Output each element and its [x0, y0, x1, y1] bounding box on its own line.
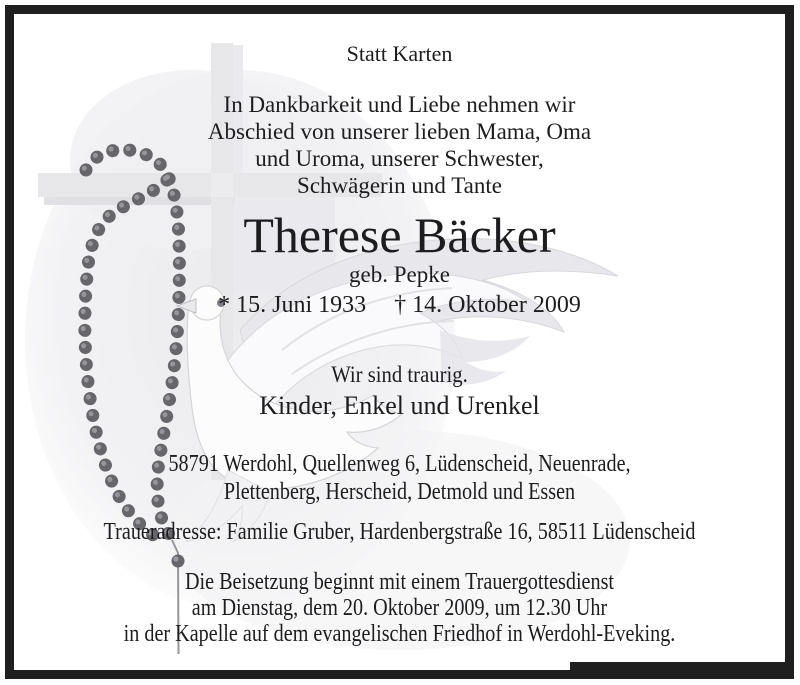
maiden-name: geb. Pepke	[349, 262, 450, 287]
birth-date: * 15. Juni 1933	[218, 292, 367, 318]
contact-line: Traueradresse: Familie Gruber, Hardenbergstraße 16, 58511 Lüdenscheid	[103, 519, 696, 545]
intro-line: und Uroma, unserer Schwester,	[255, 146, 544, 171]
places-line: Plettenberg, Herscheid, Detmold und Essen	[223, 479, 576, 505]
pre-header: Statt Karten	[346, 41, 453, 66]
deceased-name: Therese Bäcker	[243, 207, 556, 263]
intro-line: In Dankbarkeit und Liebe nehmen wir	[223, 92, 576, 117]
life-dates	[14, 292, 785, 319]
mourners-line: Kinder, Enkel und Urenkel	[259, 391, 540, 420]
intro-line: Schwägerin und Tante	[297, 173, 502, 198]
notice-border-step	[570, 662, 785, 671]
funeral-line: Die Beisetzung beginnt mit einem Trauergottesdienst	[184, 569, 615, 595]
death-date: † 14. Oktober 2009	[394, 292, 581, 318]
funeral-line: am Dienstag, dem 20. Oktober 2009, um 12.30 Uhr	[191, 595, 608, 621]
grief-line: Wir sind traurig.	[331, 362, 468, 387]
funeral-line: in der Kapelle auf dem evangelischen Friedhof in Werdohl-Eveking.	[123, 621, 676, 647]
intro-line: Abschied von unserer lieben Mama, Oma	[207, 119, 592, 144]
places-line: 58791 Werdohl, Quellenweg 6, Lüdenscheid, Neuenrade,	[168, 451, 631, 477]
